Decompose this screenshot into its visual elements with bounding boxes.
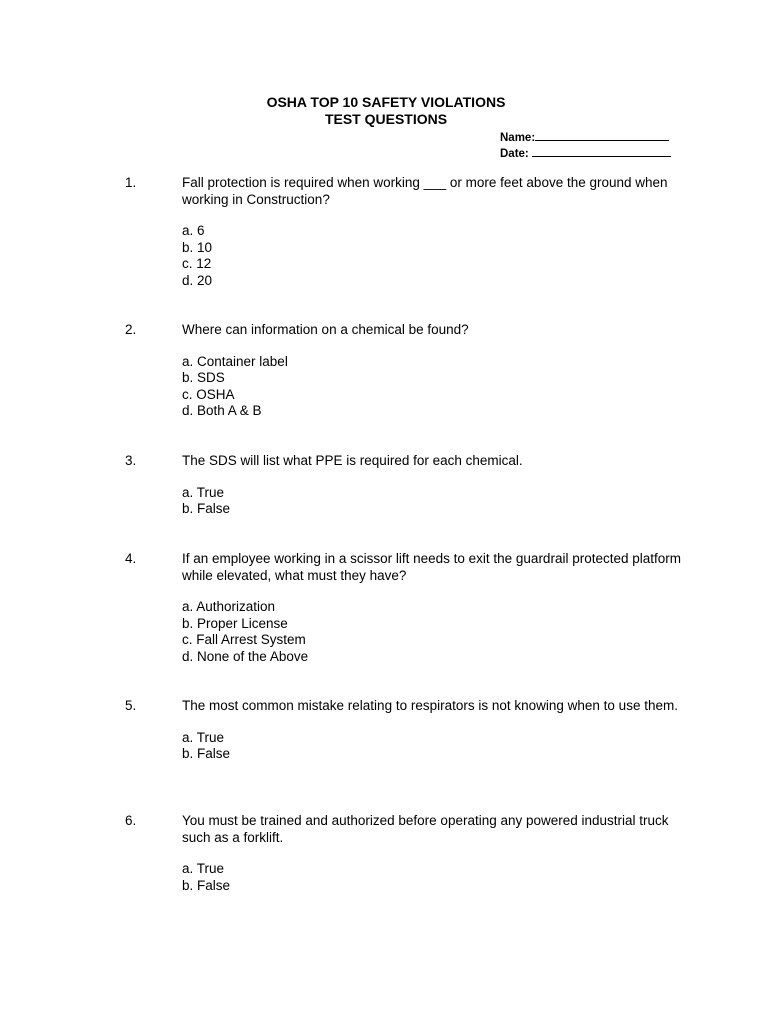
answer-option[interactable]: a. True [182,729,225,745]
answer-options [182,730,692,763]
question-body [182,322,692,420]
answer-option[interactable]: b. Proper License [182,615,288,631]
question-text: If an employee working in a scissor lift needs to exit the guardrail protected platform while elevated, what must they have? [182,551,681,583]
question-number: 4. [125,551,137,566]
answer-options [182,599,692,665]
answer-option[interactable]: a. True [182,861,225,876]
question-number: 1. [125,175,137,190]
question-body [182,551,692,665]
answer-option[interactable]: c. Fall Arrest System [182,632,306,647]
title-block [0,94,770,128]
question-body [182,453,692,518]
answer-option[interactable]: b. SDS [182,370,225,385]
answer-option[interactable]: a. 6 [182,223,205,238]
question-text: Where can information on a chemical be found? [182,322,469,337]
question-text: The most common mistake relating to respirators is not knowing when to use them. [182,698,678,713]
name-label: Name: [500,132,536,144]
name-row [500,130,671,146]
answer-options [182,861,692,894]
question-text: The SDS will list what PPE is required for each chemical. [182,453,523,468]
answer-options [182,223,692,289]
question-number: 3. [125,453,137,468]
answer-option[interactable]: c. OSHA [182,386,235,402]
answer-option[interactable]: c. 12 [182,256,212,271]
answer-option[interactable]: a. True [182,484,225,500]
question-text: You must be trained and authorized before operating any powered industrial truck such as a forklift. [182,813,669,845]
document-subtitle: TEST QUESTIONS [324,111,448,127]
answer-options [182,354,692,420]
question-number: 5. [125,698,137,713]
answer-option[interactable]: d. None of the Above [182,648,309,664]
answer-option[interactable]: d. 20 [182,272,213,288]
date-row [500,146,671,162]
date-blank-line[interactable] [532,146,671,157]
question-text: Fall protection is required when working ___ or more feet above the ground when working in Construction? [182,175,668,207]
question-number: 6. [125,813,137,828]
question-body [182,175,692,289]
question-body [182,813,692,894]
answer-option[interactable]: a. Authorization [182,599,276,614]
date-label: Date: [500,148,529,160]
answer-option[interactable]: b. 10 [182,239,213,255]
question-body [182,698,692,763]
answer-option[interactable]: b. False [182,746,231,761]
name-date-block [500,130,671,162]
question-number: 2. [125,322,137,337]
answer-option[interactable]: d. Both A & B [182,403,262,418]
document-title: OSHA TOP 10 SAFETY VIOLATIONS [266,94,506,110]
name-blank-line[interactable] [535,130,669,141]
answer-options [182,485,692,518]
answer-option[interactable]: b. False [182,877,231,893]
answer-option[interactable]: a. Container label [182,353,288,369]
answer-option[interactable]: b. False [182,501,231,516]
